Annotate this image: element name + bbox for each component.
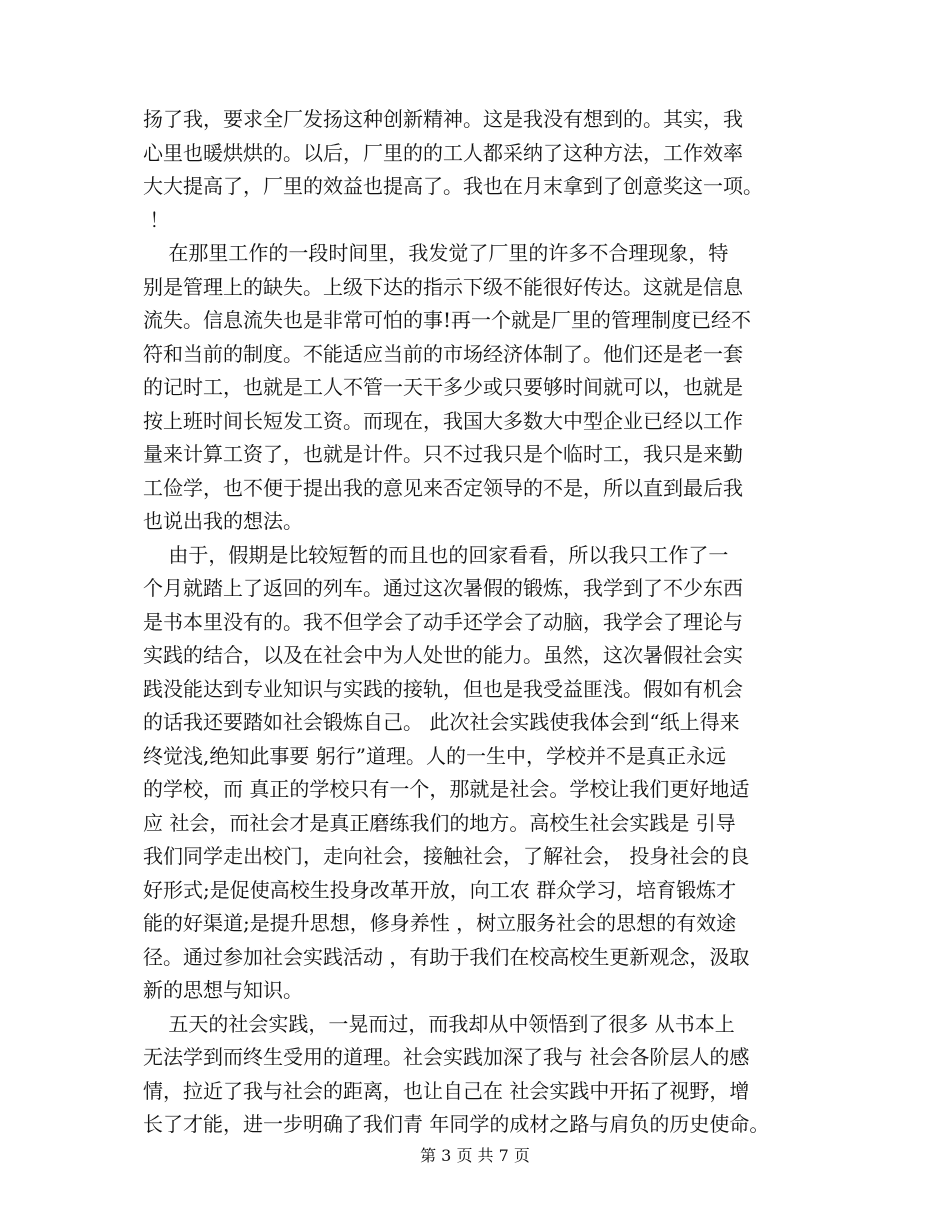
document-body — [143, 103, 815, 1142]
text-line: 的记时工，也就是工人不管一天干多少或只要够时间就可以，也就是 — [143, 375, 743, 399]
text-line: 个月就踏上了返回的列车。通过这次暑假的锻炼，我学到了不少东西 — [143, 576, 743, 600]
text-line: ！ — [143, 207, 170, 232]
text-line: 量来计算工资了，也就是计件。只不过我只是个临时工，我只是来勤 — [143, 442, 743, 466]
text-line: 按上班时间长短发工资。而现在，我国大多数大中型企业已经以工作 — [143, 408, 743, 433]
text-line: 的话我还要踏如社会锻炼自己。 此次社会实践使我体会到“纸上得来 — [143, 710, 740, 734]
text-line: 别是管理上的缺失。上级下达的指示下级不能很好传达。这就是信息 — [143, 274, 743, 299]
text-line: 在那里工作的一段时间里，我发觉了厂里的许多不合理现象，特 — [143, 241, 729, 265]
text-line: 径。通过参加社会实践活动 ，有助于我们在校高校生更新观念，汲取 — [143, 944, 750, 969]
text-line: 五天的社会实践，一晃而过，而我却从中领悟到了很多 从书本上 — [143, 1011, 735, 1036]
text-line: 工俭学，也不便于提出我的意见来否定领导的不是，所以直到最后我 — [143, 475, 743, 500]
page-number-footer: 第 3 页 共 7 页 — [420, 1146, 530, 1165]
text-line: 情，拉近了我与社会的距离，也让自己在 社会实践中开拓了视野，增 — [143, 1078, 750, 1103]
text-line: 无法学到而终生受用的道理。社会实践加深了我与 社会各阶层人的感 — [143, 1045, 750, 1069]
text-line: 长了才能，进一步明确了我们青 年同学的成材之路与肩负的历史使命。 — [143, 1112, 770, 1136]
text-line: 流失。信息流失也是非常可怕的事!再一个就是厂里的管理制度已经不 — [143, 308, 752, 332]
text-line: 我们同学走出校门，走向社会，接触社会，了解社会， 投身社会的良 — [143, 844, 750, 868]
text-line: 实践的结合，以及在社会中为人处世的能力。虽然，这次暑假社会实 — [143, 643, 743, 667]
text-line: 由于，假期是比较短暂的而且也的回家看看，所以我只工作了一 — [143, 542, 729, 567]
text-line: 扬了我，要求全厂发扬这种创新精神。这是我没有想到的。其实，我 — [143, 107, 743, 131]
text-line: 应 社会，而社会才是真正磨练我们的地方。高校生社会实践是 引导 — [143, 810, 736, 835]
text-line: 能的好渠道;是提升思想，修身养性 ，树立服务社会的思想的有效途 — [143, 911, 737, 935]
text-line: 新的思想与知识。 — [143, 978, 303, 1002]
text-line: 的学校，而 真正的学校只有一个，那就是社会。学校让我们更好地适 — [143, 777, 750, 801]
text-line: 践没能达到专业知识与实践的接轨，但也是我受益匪浅。假如有机会 — [143, 676, 743, 701]
text-line: 大大提高了，厂里的效益也提高了。我也在月末拿到了创意奖这一项。 — [143, 174, 763, 198]
text-line: 好形式;是促使高校生投身改革开放，向工农 群众学习，培育锻炼才 — [143, 877, 737, 902]
text-line: 心里也暖烘烘的。以后，厂里的的工人都采纳了这种方法，工作效率 — [143, 140, 743, 165]
text-line: 是书本里没有的。我不但学会了动手还学会了动脑，我学会了理论与 — [143, 609, 743, 634]
text-line: 符和当前的制度。不能适应当前的市场经济体制了。他们还是老一套 — [143, 341, 743, 366]
text-line: 也说出我的想法。 — [143, 509, 303, 533]
text-line: 终觉浅,绝知此事要 躬行”道理。人的一生中，学校并不是真正永远 — [143, 743, 726, 768]
